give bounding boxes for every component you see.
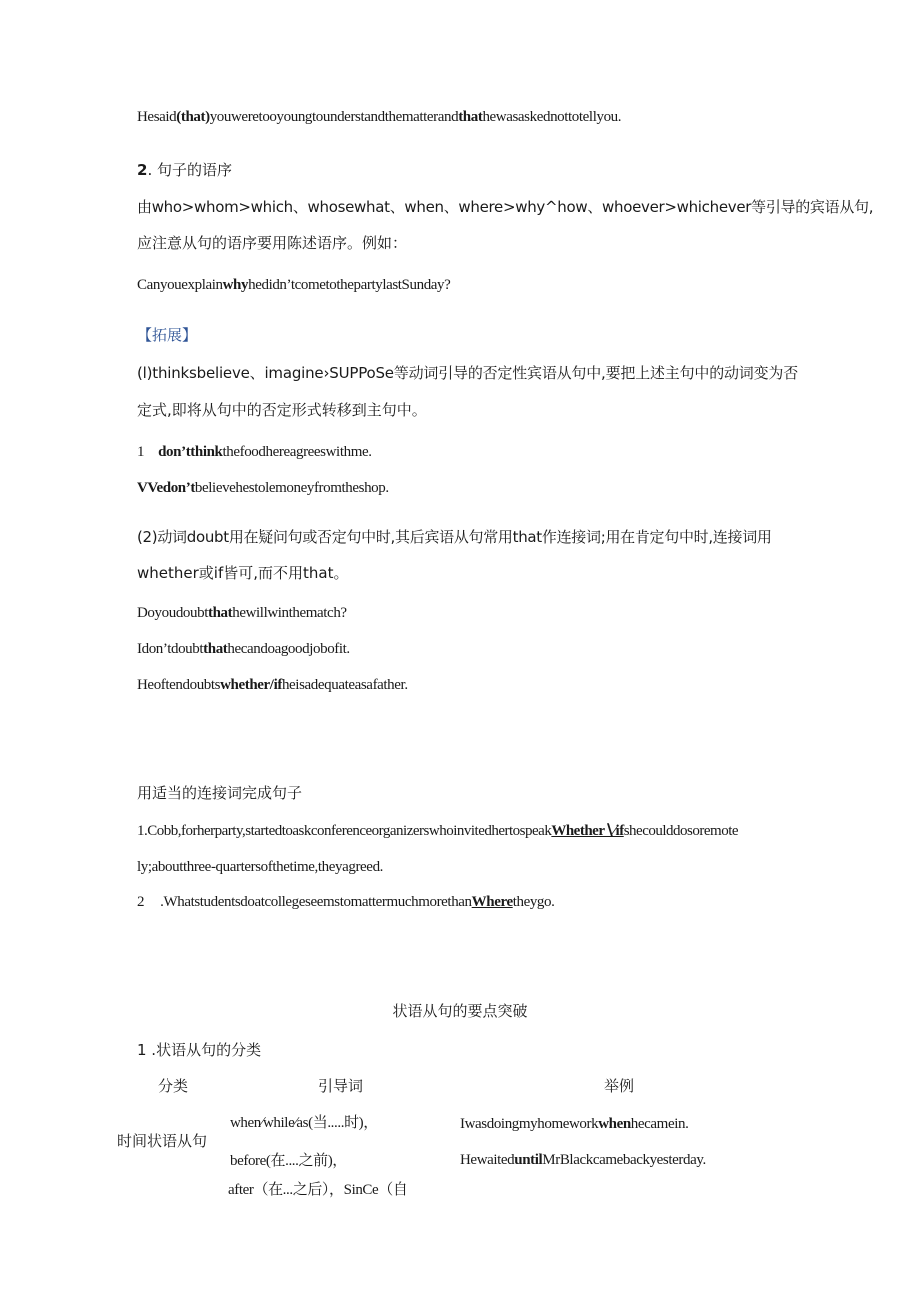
example-text: MrBlackcamebackyesterday.	[542, 1152, 706, 1168]
example-sentence	[137, 639, 350, 659]
sentence-text: Hesaid	[137, 109, 177, 125]
sentence-text: hewillwinthematch?	[232, 605, 347, 621]
example-sentence	[137, 675, 408, 695]
bold-keyword: until	[514, 1152, 543, 1168]
example-sentence-1	[137, 107, 621, 127]
section-heading-adverbial: 状语从句的要点突破	[392, 1002, 528, 1020]
sentence-text: believehestolemoneyfromtheshop.	[194, 480, 389, 496]
subsection-heading: 1 .状语从句的分类	[137, 1041, 262, 1059]
question-text: .Whatstudentsdoatcollegeseemstomattermuchmorethan	[160, 894, 472, 910]
table-cell-example	[460, 1114, 688, 1134]
sentence-text: hecandoagoodjobofit.	[227, 641, 350, 657]
sentence-text: hedidn’tcometothepartylastSunday?	[248, 277, 451, 293]
bold-keyword: that	[208, 605, 233, 621]
section-title: 句子的语序	[156, 161, 232, 179]
table-header-example: 举例	[604, 1077, 635, 1095]
table-cell-conjunction-line: before(在....之前)，	[230, 1153, 347, 1169]
example-sentence	[137, 603, 347, 623]
exercise-question-1-cont: ly;aboutthree-quartersofthetime,theyagreed.	[137, 859, 384, 875]
bold-keyword: that	[458, 109, 483, 125]
example-sentence	[137, 275, 450, 295]
question-number: 2	[137, 894, 145, 910]
answer-blank: Where	[471, 894, 513, 910]
sentence-text: Idon’tdoubt	[137, 641, 204, 657]
paragraph-line: 由who>whom>which、whosewhat、when、where>why^how、whoever>whichever等引导的宾语从句,	[137, 198, 874, 216]
table-cell-conjunction-line: after（在...之后），SinCe（自	[228, 1182, 408, 1198]
exercise-title: 用适当的连接词完成句子	[137, 784, 303, 802]
section-number: 2	[137, 161, 148, 179]
table-header-conjunction: 引导词	[318, 1077, 364, 1095]
bold-keyword: when	[598, 1116, 631, 1132]
paragraph-line: (2)动词doubt用在疑问句或否定句中时,其后宾语从句常用that作连接词;用在肯定句中时,连接词用	[137, 528, 772, 546]
question-text: theygo.	[512, 894, 555, 910]
table-cell-conjunction-line: when∕while∕as(当.....时)，	[230, 1115, 378, 1131]
bold-keyword: whether/if	[220, 677, 282, 693]
section-heading-word-order: 2. 句子的语序	[137, 161, 232, 179]
answer-blank: Whether∖∕if	[551, 823, 624, 839]
paragraph-line: (l)thinksbelieve、imagine›SUPPoSe等动词引导的否定性宾语从句中,要把上述主句中的动词变为否	[137, 364, 799, 382]
exercise-question-2	[137, 892, 554, 912]
paragraph-line: 应注意从句的语序要用陈述语序。例如：	[137, 234, 408, 252]
example-text: hecamein.	[630, 1116, 689, 1132]
bold-keyword: (that)	[176, 109, 210, 125]
bold-keyword: don’tthink	[158, 444, 223, 460]
sentence-text: heisadequateasafather.	[281, 677, 408, 693]
sentence-text: Heoftendoubts	[137, 677, 221, 693]
bold-keyword: VVedon’t	[137, 480, 195, 496]
table-header-category: 分类	[158, 1077, 189, 1095]
sentence-text: Canyouexplain	[137, 277, 223, 293]
table-cell-example	[460, 1150, 706, 1170]
extension-label: 【拓展】	[137, 326, 198, 344]
example-number: 1	[137, 444, 145, 460]
sentence-text: Doyoudoubt	[137, 605, 209, 621]
bold-keyword: why	[222, 277, 249, 293]
bold-keyword: that	[203, 641, 228, 657]
exercise-question-1	[137, 821, 738, 841]
example-sentence	[137, 478, 389, 498]
paragraph-line: 定式,即将从句中的否定形式转移到主句中。	[137, 401, 427, 419]
table-cell-category: 时间状语从句	[117, 1132, 208, 1150]
sentence-text: youweretooyoungtounderstandthematterand	[209, 109, 459, 125]
paragraph-line: whether或if皆可,而不用that。	[137, 564, 349, 582]
example-text: Iwasdoingmyhomework	[460, 1116, 599, 1132]
question-text: shecoulddosoremote	[623, 823, 739, 839]
example-text: Hewaited	[460, 1152, 515, 1168]
example-sentence	[137, 442, 372, 462]
question-text: 1.Cobb,forherparty,startedtoaskconferenceorganizerswhoinvitedhertospeak	[137, 823, 552, 839]
sentence-text: hewasaskednottotellyou.	[482, 109, 622, 125]
sentence-text: thefoodhereagreeswithme.	[222, 444, 372, 460]
